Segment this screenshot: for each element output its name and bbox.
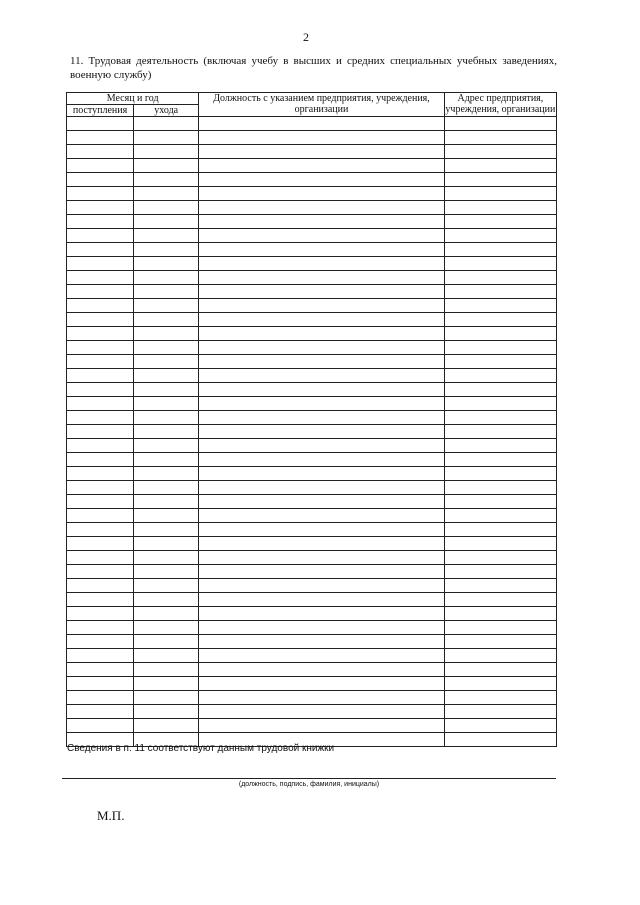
departure-cell[interactable] — [134, 215, 199, 229]
address-cell[interactable] — [444, 397, 556, 411]
address-cell[interactable] — [444, 453, 556, 467]
stamp-place-label: М.П. — [97, 808, 125, 823]
admission-cell[interactable] — [67, 215, 134, 229]
departure-cell[interactable] — [134, 635, 199, 649]
position-cell[interactable] — [199, 299, 445, 313]
admission-cell[interactable] — [67, 705, 134, 719]
position-cell[interactable] — [199, 341, 445, 355]
address-cell[interactable] — [444, 481, 556, 495]
position-cell[interactable] — [199, 131, 445, 145]
departure-cell[interactable] — [134, 677, 199, 691]
admission-cell[interactable] — [67, 467, 134, 481]
admission-cell[interactable] — [67, 565, 134, 579]
address-cell[interactable] — [444, 425, 556, 439]
table-row — [67, 481, 557, 495]
work-history-table — [66, 92, 557, 747]
admission-cell[interactable] — [67, 663, 134, 677]
address-cell[interactable] — [444, 523, 556, 537]
position-cell[interactable] — [199, 495, 445, 509]
departure-cell[interactable] — [134, 271, 199, 285]
departure-cell[interactable] — [134, 313, 199, 327]
position-cell[interactable] — [199, 425, 445, 439]
admission-cell[interactable] — [67, 201, 134, 215]
header-month-year: Месяц и год — [67, 93, 199, 105]
admission-cell[interactable] — [67, 369, 134, 383]
address-cell[interactable] — [444, 663, 556, 677]
position-cell[interactable] — [199, 467, 445, 481]
admission-cell[interactable] — [67, 285, 134, 299]
table-row — [67, 425, 557, 439]
admission-cell[interactable] — [67, 523, 134, 537]
departure-cell[interactable] — [134, 439, 199, 453]
position-cell[interactable] — [199, 593, 445, 607]
position-cell[interactable] — [199, 355, 445, 369]
position-cell[interactable] — [199, 663, 445, 677]
address-cell[interactable] — [444, 439, 556, 453]
table-row — [67, 299, 557, 313]
departure-cell[interactable] — [134, 159, 199, 173]
position-cell[interactable] — [199, 677, 445, 691]
departure-cell[interactable] — [134, 607, 199, 621]
departure-cell[interactable] — [134, 579, 199, 593]
position-cell[interactable] — [199, 285, 445, 299]
table-row — [67, 215, 557, 229]
admission-cell[interactable] — [67, 537, 134, 551]
signature-line — [62, 778, 556, 779]
table-row — [67, 607, 557, 621]
position-cell[interactable] — [199, 635, 445, 649]
position-cell[interactable] — [199, 551, 445, 565]
confirmation-text: Сведения в п. 11 соответствуют данным трудовой книжки — [67, 743, 335, 754]
table-row — [67, 187, 557, 201]
table-row — [67, 201, 557, 215]
address-cell[interactable] — [444, 383, 556, 397]
departure-cell[interactable] — [134, 705, 199, 719]
address-cell[interactable] — [444, 467, 556, 481]
position-cell[interactable] — [199, 159, 445, 173]
admission-cell[interactable] — [67, 159, 134, 173]
position-cell[interactable] — [199, 481, 445, 495]
position-cell[interactable] — [199, 411, 445, 425]
table-row — [67, 369, 557, 383]
admission-cell[interactable] — [67, 355, 134, 369]
admission-cell[interactable] — [67, 691, 134, 705]
admission-cell[interactable] — [67, 495, 134, 509]
address-cell[interactable] — [444, 257, 556, 271]
section-heading-line2: военную службу) — [70, 69, 152, 81]
departure-cell[interactable] — [134, 243, 199, 257]
address-cell[interactable] — [444, 159, 556, 173]
table-row — [67, 229, 557, 243]
table-row — [67, 411, 557, 425]
admission-cell[interactable] — [67, 411, 134, 425]
departure-cell[interactable] — [134, 187, 199, 201]
address-cell[interactable] — [444, 131, 556, 145]
table-row — [67, 383, 557, 397]
table-row — [67, 243, 557, 257]
table-row — [67, 327, 557, 341]
address-cell[interactable] — [444, 369, 556, 383]
admission-cell[interactable] — [67, 649, 134, 663]
address-cell[interactable] — [444, 579, 556, 593]
departure-cell[interactable] — [134, 257, 199, 271]
position-cell[interactable] — [199, 117, 445, 131]
table-row — [67, 495, 557, 509]
table-row — [67, 621, 557, 635]
work-table-body — [67, 117, 557, 747]
admission-cell[interactable] — [67, 271, 134, 285]
admission-cell[interactable] — [67, 173, 134, 187]
admission-cell[interactable] — [67, 593, 134, 607]
departure-cell[interactable] — [134, 453, 199, 467]
admission-cell[interactable] — [67, 635, 134, 649]
table-row — [67, 257, 557, 271]
admission-cell[interactable] — [67, 313, 134, 327]
departure-cell[interactable] — [134, 131, 199, 145]
admission-cell[interactable] — [67, 243, 134, 257]
table-row — [67, 271, 557, 285]
position-cell[interactable] — [199, 439, 445, 453]
signature-caption: (должность, подпись, фамилия, инициалы) — [238, 781, 380, 788]
address-cell[interactable] — [444, 705, 556, 719]
address-cell[interactable] — [444, 229, 556, 243]
departure-cell[interactable] — [134, 621, 199, 635]
position-cell[interactable] — [199, 327, 445, 341]
table-row — [67, 523, 557, 537]
address-cell[interactable] — [444, 691, 556, 705]
address-cell[interactable] — [444, 341, 556, 355]
table-row — [67, 635, 557, 649]
admission-cell[interactable] — [67, 145, 134, 159]
departure-cell[interactable] — [134, 593, 199, 607]
address-cell[interactable] — [444, 145, 556, 159]
admission-cell[interactable] — [67, 299, 134, 313]
position-cell[interactable] — [199, 453, 445, 467]
admission-cell[interactable] — [67, 607, 134, 621]
header-admission: поступления — [67, 105, 134, 117]
departure-cell[interactable] — [134, 551, 199, 565]
admission-cell[interactable] — [67, 481, 134, 495]
table-row — [67, 551, 557, 565]
admission-cell[interactable] — [67, 397, 134, 411]
position-cell[interactable] — [199, 397, 445, 411]
position-cell[interactable] — [199, 705, 445, 719]
table-row — [67, 593, 557, 607]
departure-cell[interactable] — [134, 173, 199, 187]
address-cell[interactable] — [444, 215, 556, 229]
header-position: Должность с указанием предприятия, учреждения, организации — [199, 93, 445, 117]
position-cell[interactable] — [199, 621, 445, 635]
departure-cell[interactable] — [134, 691, 199, 705]
address-cell[interactable] — [444, 411, 556, 425]
admission-cell[interactable] — [67, 509, 134, 523]
table-row — [67, 397, 557, 411]
table-row — [67, 649, 557, 663]
table-row — [67, 131, 557, 145]
departure-cell[interactable] — [134, 397, 199, 411]
departure-cell[interactable] — [134, 481, 199, 495]
address-cell[interactable] — [444, 551, 556, 565]
position-cell[interactable] — [199, 537, 445, 551]
table-row — [67, 355, 557, 369]
departure-cell[interactable] — [134, 425, 199, 439]
position-cell[interactable] — [199, 215, 445, 229]
admission-cell[interactable] — [67, 677, 134, 691]
admission-cell[interactable] — [67, 551, 134, 565]
departure-cell[interactable] — [134, 649, 199, 663]
table-row — [67, 565, 557, 579]
address-cell[interactable] — [444, 201, 556, 215]
departure-cell[interactable] — [134, 369, 199, 383]
position-cell[interactable] — [199, 719, 445, 733]
address-cell[interactable] — [444, 285, 556, 299]
departure-cell[interactable] — [134, 537, 199, 551]
admission-cell[interactable] — [67, 327, 134, 341]
departure-cell[interactable] — [134, 495, 199, 509]
position-cell[interactable] — [199, 565, 445, 579]
departure-cell[interactable] — [134, 523, 199, 537]
address-cell[interactable] — [444, 593, 556, 607]
table-row — [67, 663, 557, 677]
address-cell[interactable] — [444, 173, 556, 187]
position-cell[interactable] — [199, 313, 445, 327]
position-cell[interactable] — [199, 187, 445, 201]
departure-cell[interactable] — [134, 341, 199, 355]
admission-cell[interactable] — [67, 439, 134, 453]
section-heading — [70, 54, 557, 82]
address-cell[interactable] — [444, 635, 556, 649]
position-cell[interactable] — [199, 243, 445, 257]
position-cell[interactable] — [199, 607, 445, 621]
table-row — [67, 467, 557, 481]
table-row — [67, 285, 557, 299]
position-cell[interactable] — [199, 649, 445, 663]
admission-cell[interactable] — [67, 257, 134, 271]
admission-cell[interactable] — [67, 719, 134, 733]
departure-cell[interactable] — [134, 299, 199, 313]
departure-cell[interactable] — [134, 327, 199, 341]
departure-cell[interactable] — [134, 355, 199, 369]
departure-cell[interactable] — [134, 663, 199, 677]
table-row — [67, 341, 557, 355]
admission-cell[interactable] — [67, 453, 134, 467]
address-cell[interactable] — [444, 299, 556, 313]
admission-cell[interactable] — [67, 187, 134, 201]
address-cell[interactable] — [444, 565, 556, 579]
position-cell[interactable] — [199, 145, 445, 159]
table-row — [67, 719, 557, 733]
admission-cell[interactable] — [67, 117, 134, 131]
admission-cell[interactable] — [67, 229, 134, 243]
address-cell[interactable] — [444, 649, 556, 663]
departure-cell[interactable] — [134, 565, 199, 579]
position-cell[interactable] — [199, 509, 445, 523]
admission-cell[interactable] — [67, 425, 134, 439]
position-cell[interactable] — [199, 579, 445, 593]
address-cell[interactable] — [444, 537, 556, 551]
position-cell[interactable] — [199, 271, 445, 285]
departure-cell[interactable] — [134, 145, 199, 159]
address-cell[interactable] — [444, 607, 556, 621]
admission-cell[interactable] — [67, 131, 134, 145]
address-cell[interactable] — [444, 117, 556, 131]
table-row — [67, 313, 557, 327]
page-number: 2 — [303, 30, 309, 44]
table-row — [67, 439, 557, 453]
departure-cell[interactable] — [134, 509, 199, 523]
table-row — [67, 173, 557, 187]
position-cell[interactable] — [199, 201, 445, 215]
position-cell[interactable] — [199, 229, 445, 243]
table-row — [67, 705, 557, 719]
table-row — [67, 453, 557, 467]
admission-cell[interactable] — [67, 341, 134, 355]
admission-cell[interactable] — [67, 579, 134, 593]
table-row — [67, 145, 557, 159]
table-row — [67, 117, 557, 131]
address-cell[interactable] — [444, 621, 556, 635]
admission-cell[interactable] — [67, 383, 134, 397]
address-cell[interactable] — [444, 243, 556, 257]
address-cell[interactable] — [444, 355, 556, 369]
position-cell[interactable] — [199, 691, 445, 705]
table-row — [67, 537, 557, 551]
table-row — [67, 691, 557, 705]
address-cell[interactable] — [444, 327, 556, 341]
header-departure: ухода — [134, 105, 199, 117]
address-cell[interactable] — [444, 719, 556, 733]
section-heading-line1: 11. Трудовая деятельность (включая учебу в высших и средних специальных учебных заведениях, — [70, 55, 557, 67]
departure-cell[interactable] — [134, 467, 199, 481]
position-cell[interactable] — [199, 369, 445, 383]
address-cell[interactable] — [444, 271, 556, 285]
address-cell[interactable] — [444, 313, 556, 327]
address-cell[interactable] — [444, 495, 556, 509]
position-cell[interactable] — [199, 523, 445, 537]
departure-cell[interactable] — [134, 117, 199, 131]
address-cell[interactable] — [444, 677, 556, 691]
departure-cell[interactable] — [134, 383, 199, 397]
position-cell[interactable] — [199, 257, 445, 271]
departure-cell[interactable] — [134, 411, 199, 425]
departure-cell[interactable] — [134, 719, 199, 733]
position-cell[interactable] — [199, 173, 445, 187]
address-cell[interactable] — [444, 187, 556, 201]
departure-cell[interactable] — [134, 285, 199, 299]
table-row — [67, 579, 557, 593]
departure-cell[interactable] — [134, 201, 199, 215]
table-row — [67, 677, 557, 691]
admission-cell[interactable] — [67, 621, 134, 635]
header-address: Адрес предприятия, учреждения, организации — [445, 93, 556, 115]
departure-cell[interactable] — [134, 229, 199, 243]
position-cell[interactable] — [199, 383, 445, 397]
table-row — [67, 159, 557, 173]
address-cell[interactable] — [444, 509, 556, 523]
table-row — [67, 509, 557, 523]
